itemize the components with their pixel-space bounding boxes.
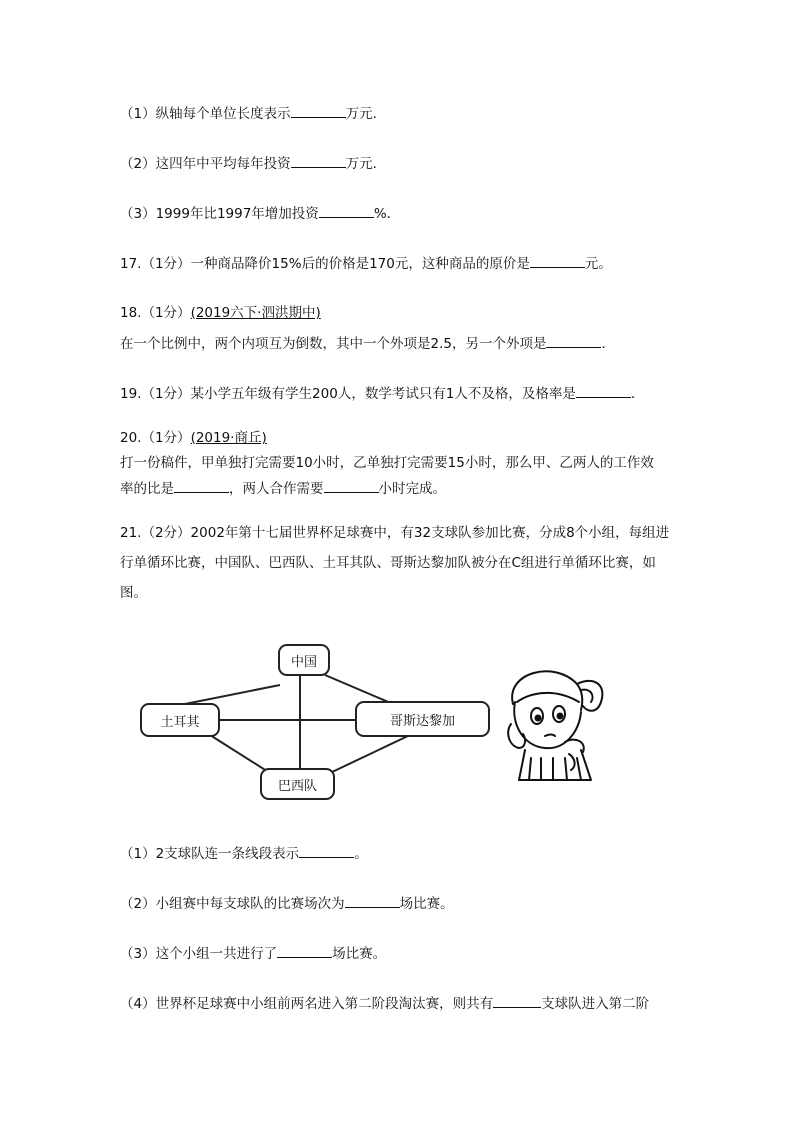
answer-blank[interactable] bbox=[324, 478, 379, 493]
q16-part-2 bbox=[120, 153, 386, 174]
team-node-brazil: 巴西队 bbox=[260, 768, 335, 800]
q21-line-1: 21.（2分）2002年第十七届世界杯足球赛中，有32支球队参加比赛，分成8个小组，每组进 bbox=[120, 525, 670, 541]
q20-number: 20.（1分） bbox=[120, 430, 191, 446]
q21-part-3 bbox=[120, 943, 386, 964]
q16-part-1-text: （1）纵轴每个单位长度表示 bbox=[120, 106, 291, 122]
q20-line-1: 打一份稿件，甲单独打完需要10小时，乙单独打完需要15小时，那么甲、乙两人的工作效 bbox=[120, 455, 654, 471]
q16-part-1 bbox=[120, 103, 386, 124]
q16-part-2-text: （2）这四年中平均每年投资 bbox=[120, 156, 291, 172]
answer-blank[interactable] bbox=[546, 333, 601, 348]
q21-part-2-text: （2）小组赛中每支球队的比赛场次为 bbox=[120, 896, 345, 912]
q21-part-1-end: 。 bbox=[354, 846, 368, 862]
question-18 bbox=[120, 333, 615, 354]
match-line bbox=[180, 685, 280, 705]
q20-line-2-end: 小时完成。 bbox=[378, 481, 446, 497]
answer-blank[interactable] bbox=[530, 253, 585, 268]
answer-blank[interactable] bbox=[319, 203, 374, 218]
answer-blank[interactable] bbox=[493, 993, 541, 1008]
q17-unit: 元。 bbox=[584, 256, 612, 272]
q19-text: 19.（1分）某小学五年级有学生200人，数学考试只有1人不及格，及格率是 bbox=[120, 386, 576, 402]
q21-part-3-end: 场比赛。 bbox=[332, 946, 387, 962]
q21-part-2 bbox=[120, 893, 454, 914]
q21-line-2: 行单循环比赛，中国队、巴西队、土耳其队、哥斯达黎加队被分在C组进行单循环比赛，如 bbox=[120, 555, 656, 571]
q20-header bbox=[120, 428, 267, 448]
q20-line-2 bbox=[120, 478, 446, 499]
q18-source-link[interactable]: (2019六下·泗洪期中) bbox=[190, 305, 321, 321]
team-node-china: 中国 bbox=[278, 644, 330, 676]
q16-part-3-unit: %． bbox=[373, 206, 401, 222]
q21-part-4-text: （4）世界杯足球赛中小组前两名进入第二阶段淘汰赛，则共有 bbox=[120, 996, 494, 1012]
question-17 bbox=[120, 253, 612, 274]
team-node-costa-rica: 哥斯达黎加 bbox=[355, 701, 490, 737]
q21-line-3: 图。 bbox=[120, 585, 147, 601]
q18-text: 在一个比例中，两个内项互为倒数，其中一个外项是2.5，另一个外项是 bbox=[120, 336, 547, 352]
q20-line-2-mid: ，两人合作需要 bbox=[229, 481, 324, 497]
q16-part-3 bbox=[120, 203, 400, 224]
answer-blank[interactable] bbox=[291, 153, 346, 168]
q21-part-1-text: （1）2支球队连一条线段表示 bbox=[120, 846, 300, 862]
match-line bbox=[330, 735, 410, 773]
answer-blank[interactable] bbox=[291, 103, 346, 118]
q20-source-link[interactable]: (2019·商丘) bbox=[190, 430, 267, 446]
girl-thinking-illustration bbox=[495, 662, 615, 784]
q16-part-2-unit: 万元． bbox=[345, 156, 387, 172]
answer-blank[interactable] bbox=[299, 843, 354, 858]
q21-part-2-end: 场比赛。 bbox=[399, 896, 454, 912]
q17-text: 17.（1分）一种商品降价15%后的价格是170元，这种商品的原价是 bbox=[120, 256, 530, 272]
team-node-turkey: 土耳其 bbox=[140, 703, 220, 737]
match-line bbox=[210, 735, 270, 773]
q18-end: ． bbox=[601, 336, 615, 352]
q18-header bbox=[120, 303, 321, 323]
q21-part-4 bbox=[120, 993, 649, 1014]
answer-blank[interactable] bbox=[277, 943, 332, 958]
q19-end: ． bbox=[630, 386, 645, 402]
answer-blank[interactable] bbox=[345, 893, 400, 908]
q16-part-1-unit: 万元． bbox=[345, 106, 387, 122]
q21-part-3-text: （3）这个小组一共进行了 bbox=[120, 946, 278, 962]
answer-blank[interactable] bbox=[174, 478, 229, 493]
q21-part-1 bbox=[120, 843, 368, 864]
question-19 bbox=[120, 383, 644, 404]
q18-number: 18.（1分） bbox=[120, 305, 191, 321]
q21-part-4-end: 支球队进入第二阶 bbox=[541, 996, 650, 1012]
answer-blank[interactable] bbox=[576, 383, 631, 398]
q20-line-2-text: 率的比是 bbox=[120, 481, 174, 497]
q16-part-3-text: （3）1999年比1997年增加投资 bbox=[120, 206, 319, 222]
